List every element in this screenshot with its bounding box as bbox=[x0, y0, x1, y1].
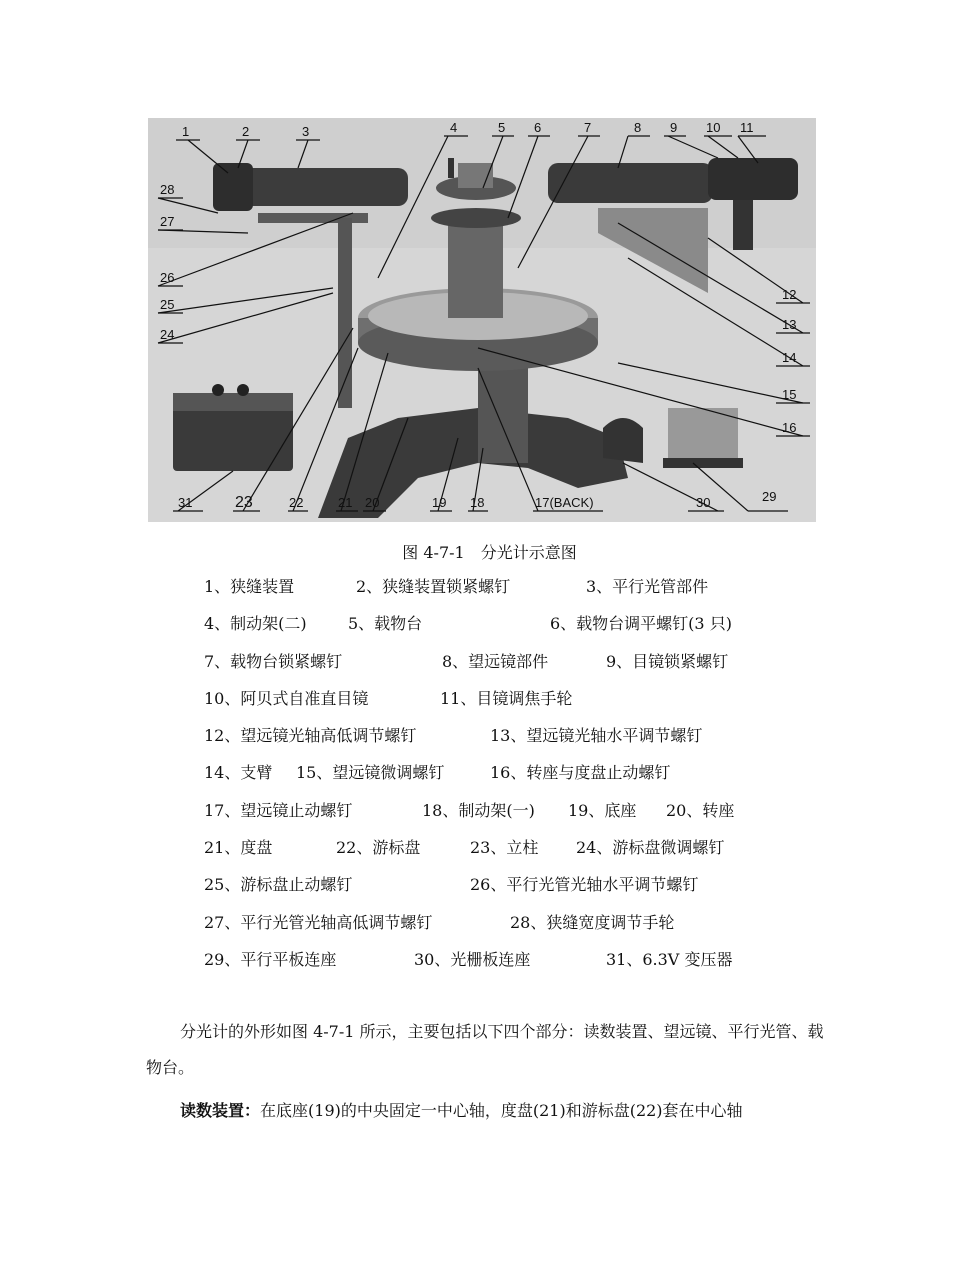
callout-21: 21 bbox=[338, 495, 353, 510]
callout-11: 11 bbox=[740, 120, 754, 135]
legend-item: 4、制动架(二) bbox=[204, 614, 307, 634]
legend-item: 31、6.3V 变压器 bbox=[606, 949, 733, 969]
reading-device-paragraph bbox=[146, 1093, 836, 1129]
legend-row bbox=[204, 612, 884, 649]
legend-item: 21、度盘 bbox=[204, 838, 273, 858]
callout-28: 28 bbox=[160, 182, 175, 197]
callout-1: 1 bbox=[182, 124, 190, 139]
legend-item: 7、载物台锁紧螺钉 bbox=[204, 651, 343, 671]
callout-4: 4 bbox=[450, 120, 458, 135]
callout-29: 29 bbox=[762, 489, 777, 504]
legend-item: 26、平行光管光轴水平调节螺钉 bbox=[470, 875, 699, 895]
legend-item: 29、平行平板连座 bbox=[204, 949, 337, 969]
legend-item: 20、转座 bbox=[666, 800, 735, 820]
callout-13: 13 bbox=[782, 317, 797, 332]
callout-16: 16 bbox=[782, 420, 797, 435]
legend-item: 18、制动架(一) bbox=[422, 800, 535, 820]
callout-3: 3 bbox=[302, 124, 310, 139]
callout-22: 22 bbox=[289, 495, 304, 510]
legend-row bbox=[204, 724, 884, 761]
parts-legend bbox=[204, 575, 884, 985]
legend-row bbox=[204, 911, 884, 948]
callout-25: 25 bbox=[160, 297, 175, 312]
legend-item: 3、平行光管部件 bbox=[586, 577, 709, 596]
legend-item: 30、光栅板连座 bbox=[414, 949, 531, 969]
legend-item: 11、目镜调焦手轮 bbox=[440, 688, 573, 708]
legend-item: 1、狭缝装置 bbox=[204, 577, 295, 596]
callout-2: 2 bbox=[242, 124, 250, 139]
callout-10: 10 bbox=[706, 120, 721, 135]
legend-row bbox=[204, 761, 884, 798]
legend-row bbox=[204, 575, 884, 612]
callout-24: 24 bbox=[160, 327, 175, 342]
legend-item: 8、望远镜部件 bbox=[442, 651, 549, 671]
collimator-tube-shape bbox=[243, 168, 408, 206]
callout-7: 7 bbox=[584, 120, 592, 135]
callout-19: 19 bbox=[432, 495, 447, 510]
legend-item: 15、望远镜微调螺钉 bbox=[296, 763, 445, 783]
legend-item: 24、游标盘微调螺钉 bbox=[576, 838, 725, 858]
grating-holder-shape bbox=[603, 418, 643, 463]
callout-26: 26 bbox=[160, 270, 175, 285]
callout-20: 20 bbox=[365, 495, 380, 510]
legend-item: 19、底座 bbox=[568, 800, 637, 820]
legend-row bbox=[204, 948, 884, 985]
legend-item: 22、游标盘 bbox=[336, 838, 421, 858]
callout-15: 15 bbox=[782, 387, 797, 402]
callout-18: 18 bbox=[470, 495, 485, 510]
callout-17: 17(BACK) bbox=[535, 495, 594, 510]
legend-item: 9、目镜锁紧螺钉 bbox=[606, 651, 729, 671]
figure-caption: 图 4-7-1 分光计示意图 bbox=[402, 543, 577, 562]
callout-12: 12 bbox=[782, 287, 797, 302]
callout-9: 9 bbox=[670, 120, 678, 135]
callout-30: 30 bbox=[696, 495, 711, 510]
callout-5: 5 bbox=[498, 120, 506, 135]
telescope-tube-shape bbox=[548, 163, 713, 203]
intro-paragraph: 分光计的外形如图 4-7-1 所示，主要包括以下四个部分：读数装置、望远镜、平行光管、载物台。 bbox=[146, 1022, 824, 1077]
legend-row bbox=[204, 687, 884, 724]
legend-item: 14、支臂 bbox=[204, 763, 273, 783]
legend-item: 16、转座与度盘止动螺钉 bbox=[490, 763, 671, 783]
reading-device-heading: 读数装置： bbox=[180, 1101, 261, 1120]
legend-item: 27、平行光管光轴高低调节螺钉 bbox=[204, 912, 433, 932]
plate-holder-shape bbox=[668, 408, 738, 463]
legend-item: 23、立柱 bbox=[470, 838, 539, 858]
legend-row bbox=[204, 799, 884, 836]
legend-item: 12、望远镜光轴高低调节螺钉 bbox=[204, 726, 417, 746]
callout-6: 6 bbox=[534, 120, 542, 135]
callout-23: 23 bbox=[235, 494, 253, 511]
legend-item: 25、游标盘止动螺钉 bbox=[204, 875, 353, 895]
callout-31: 31 bbox=[178, 495, 193, 510]
legend-row bbox=[204, 873, 884, 910]
legend-item: 5、载物台 bbox=[348, 614, 423, 634]
legend-item: 10、阿贝式自准直目镜 bbox=[204, 688, 369, 708]
legend-item: 2、狭缝装置锁紧螺钉 bbox=[356, 577, 511, 596]
legend-item: 17、望远镜止动螺钉 bbox=[204, 800, 353, 820]
callout-27: 27 bbox=[160, 214, 175, 229]
reading-device-text: 在底座(19)的中央固定一中心轴，度盘(21)和游标盘(22)套在中心轴 bbox=[260, 1101, 743, 1120]
callout-14: 14 bbox=[782, 350, 797, 365]
legend-item: 28、狭缝宽度调节手轮 bbox=[510, 912, 675, 932]
legend-item: 6、载物台调平螺钉(3 只) bbox=[550, 614, 732, 634]
callout-8: 8 bbox=[634, 120, 642, 135]
spectrometer-figure bbox=[148, 118, 816, 522]
legend-row bbox=[204, 836, 884, 873]
legend-item: 13、望远镜光轴水平调节螺钉 bbox=[490, 726, 703, 746]
legend-row bbox=[204, 650, 884, 687]
